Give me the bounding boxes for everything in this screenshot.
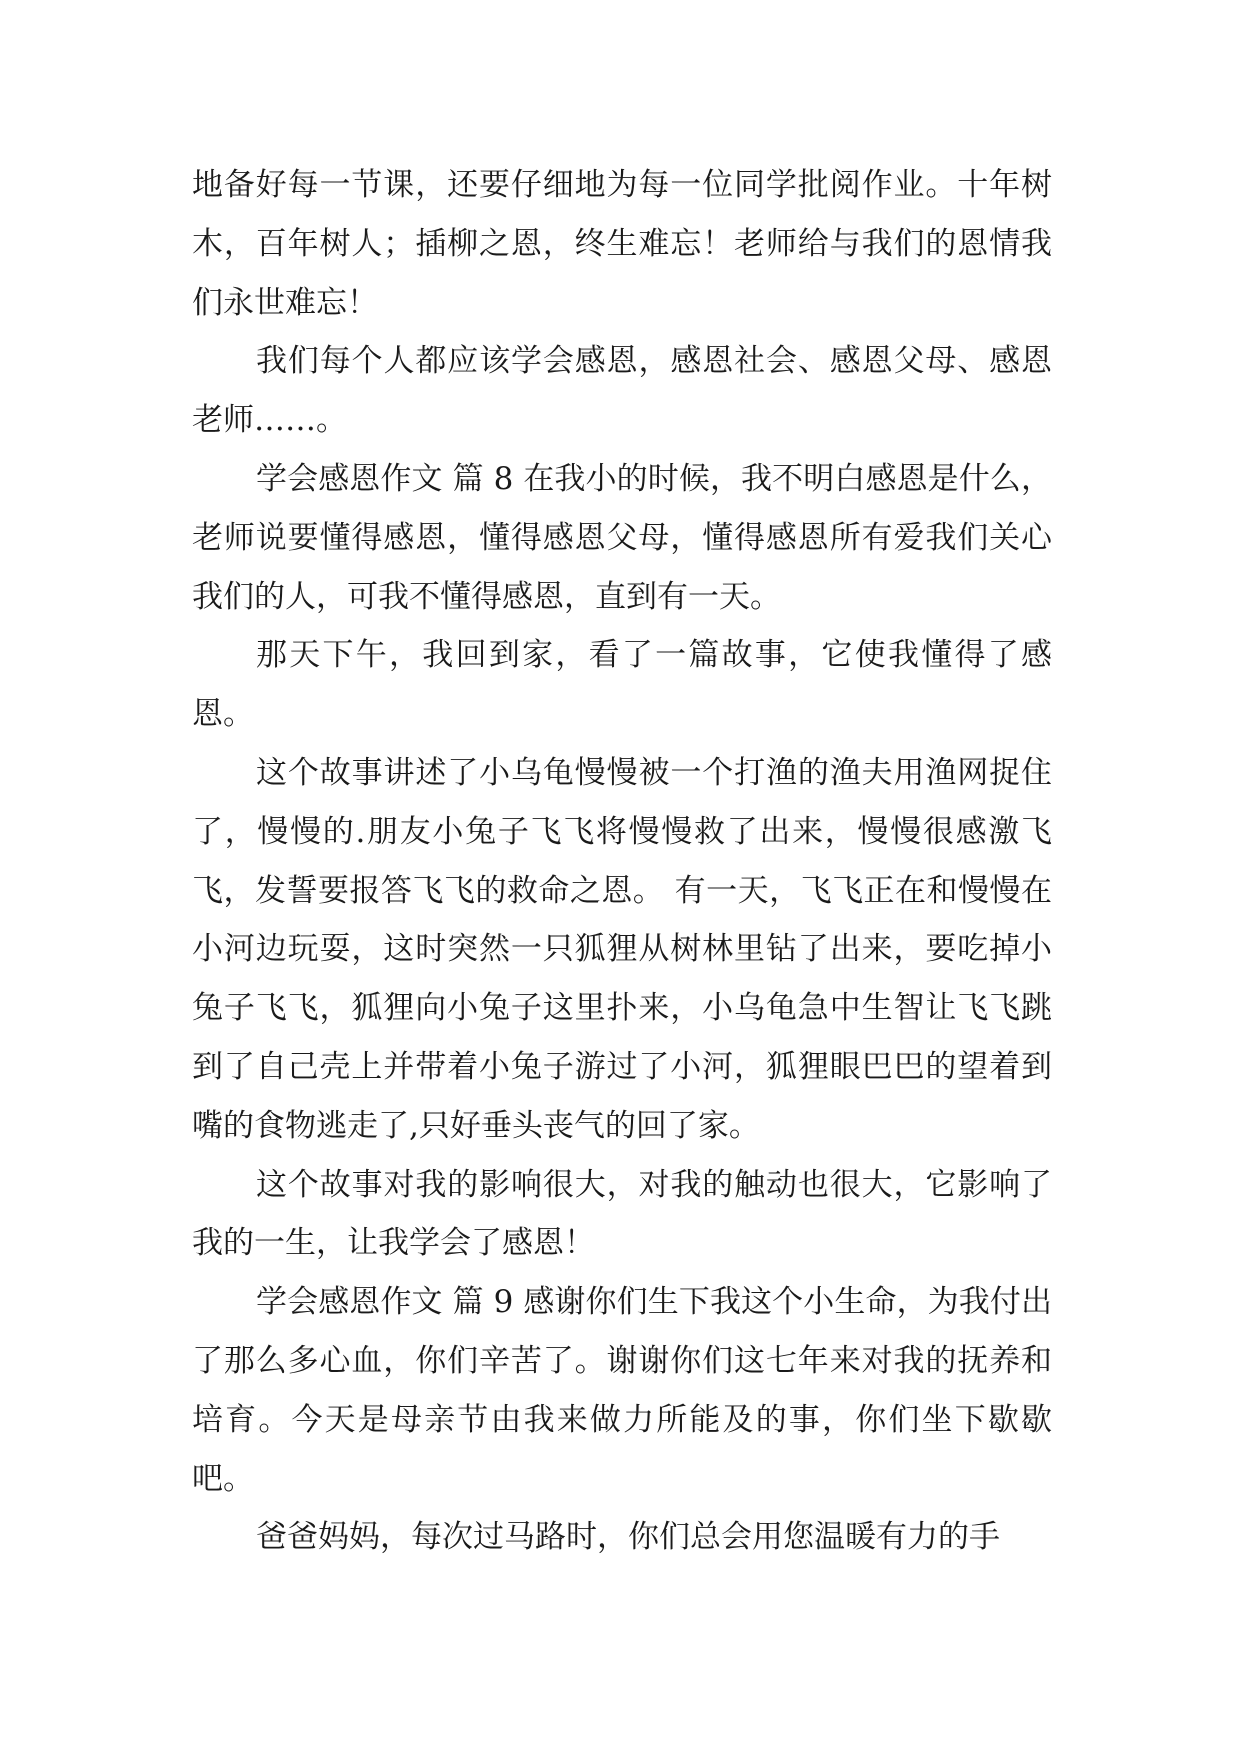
paragraph	[192, 626, 1052, 744]
text-line: 情我们永世难忘！	[192, 225, 1053, 321]
text-line: 这个故事对我的影响很大，对我的触动也很大，它影响	[256, 1166, 1021, 1203]
text-line: 捉住了，慢慢的.朋友小兔子飞飞将慢慢救了出来，慢慢很	[192, 754, 1052, 850]
text-line: 坐下歇歇吧。	[192, 1401, 1053, 1497]
paragraph	[192, 332, 1052, 450]
text-line: 那天下午，我回到家，看了一篇故事，它使我懂得了感	[256, 637, 1052, 674]
text-line: 爸爸妈妈，每次过马路时，你们总会用您温暖有力的手	[256, 1519, 1000, 1556]
document-body	[192, 156, 1052, 1567]
text-line: 树木，百年树人；插柳之恩，终生难忘！老师给与我们的恩	[192, 167, 1052, 262]
paragraph	[192, 1508, 1052, 1567]
text-line: 了我的一生，让我学会了感恩！	[192, 1166, 1052, 1262]
text-line: 我们每个人都应该学会感恩，感恩社会、感恩父母、感	[256, 343, 1021, 380]
text-line: 什么，老师说要懂得感恩，懂得感恩父母，懂得感恩所有爱	[192, 460, 1052, 556]
text-line: 恩。	[192, 696, 254, 733]
text-line: 来，要吃掉小兔子飞飞，狐狸向小兔子这里扑来，小乌龟急	[192, 931, 1053, 1027]
text-line: 我付出了那么多心血，你们辛苦了。谢谢你们这七年来对我	[192, 1284, 1052, 1379]
text-line: 学会感恩作文 篇 9 感谢你们生下我这个小生命，为	[256, 1284, 959, 1321]
text-line: 在和慢慢在小河边玩耍，这时突然一只狐狸从树林里钻了出	[192, 872, 1052, 968]
text-line: 狸眼巴巴的望着到嘴的食物逃走了,只好垂头丧气的回了家。	[192, 1048, 1053, 1144]
text-line: 学会感恩作文 篇 8 在我小的时候，我不明白感恩是	[256, 460, 959, 497]
paragraph	[192, 744, 1052, 1156]
paragraph	[192, 450, 1052, 626]
text-line: 这个故事讲述了小乌龟慢慢被一个打渔的渔夫用渔网	[256, 754, 990, 791]
paragraph	[192, 1273, 1052, 1508]
text-line: 中生智让飞飞跳到了自己壳上并带着小兔子游过了小河，狐	[192, 990, 1053, 1085]
paragraph	[192, 1156, 1052, 1274]
text-line: 感激飞飞，发誓要报答飞飞的救命之恩。 有一天，飞飞正	[192, 813, 1053, 909]
paragraph	[192, 156, 1052, 332]
text-line: 我们关心我们的人，可我不懂得感恩，直到有一天。	[192, 519, 1052, 615]
text-line: 地备好每一节课，还要仔细地为每一位同学批阅作业。十年	[192, 167, 1021, 203]
text-line: 恩老师……。	[192, 343, 1052, 439]
text-line: 的抚养和培育。今天是母亲节由我来做力所能及的事，你们	[192, 1342, 1052, 1438]
